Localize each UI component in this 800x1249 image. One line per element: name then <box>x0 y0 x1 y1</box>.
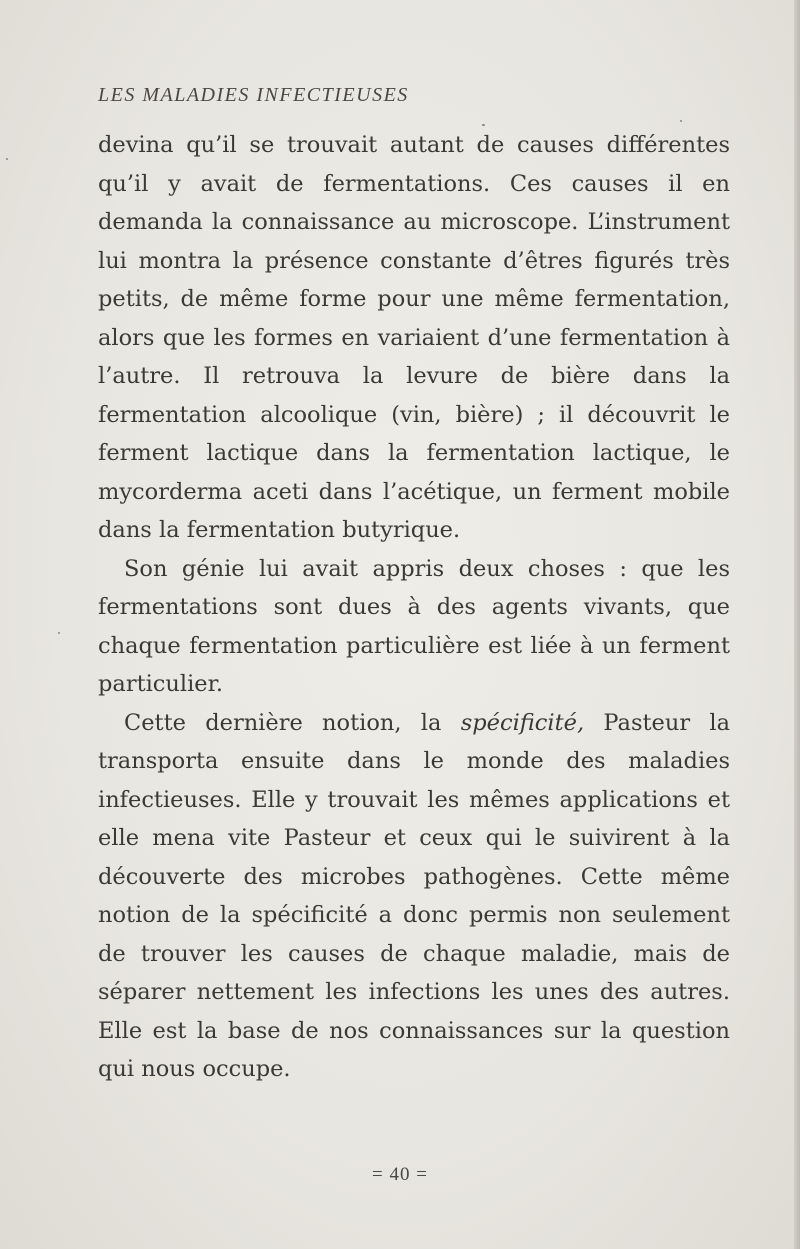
paper-speck <box>58 632 60 634</box>
italic-term: spécificité, <box>460 709 585 736</box>
paper-speck <box>6 158 8 160</box>
body-text <box>98 126 730 1089</box>
page-edge <box>794 0 800 1249</box>
paper-speck <box>680 120 682 122</box>
paragraph-1: devina qu’il se trouvait autant de causes différentes qu’il y avait de fermentations. Ces causes il en demanda la connaissance au microscope. L’instrument lui montra la présence constante d’êtres figurés très petits, de même forme pour une même fermentation, alors que les formes en variaient d’une fermentation à l’autre. Il retrouva la levure de bière dans la fermentation alcoolique (vin, bière) ; il découvrit le ferment lactique dans la fermentation lactique, le mycorderma aceti dans l’acétique, un ferment mobile dans la fermentation butyrique. <box>98 132 730 543</box>
paragraph-3 <box>98 704 730 1089</box>
paragraph-3-end: Pasteur la transporta ensuite dans le monde des maladies infectieuses. Elle y trouvait les mêmes applications et elle mena vite Pasteur et ceux qui le suivirent à la découverte des microbes pathogènes. Cette même notion de la spécificité a donc permis non seulement de trouver les causes de chaque maladie, mais de séparer nettement les infections les unes des autres. Elle est la base de nos connaissances sur la question qui nous occupe. <box>98 709 730 1082</box>
paragraph-3-start: Cette dernière notion, la <box>124 709 461 736</box>
paragraph-2: Son génie lui avait appris deux choses : que les fermentations sont dues à des agents vivants, que chaque fermentation particulière est liée à un ferment particulier. <box>98 555 730 697</box>
page-number: = 40 = <box>372 1164 428 1185</box>
running-head: LES MALADIES INFECTIEUSES <box>98 84 409 106</box>
